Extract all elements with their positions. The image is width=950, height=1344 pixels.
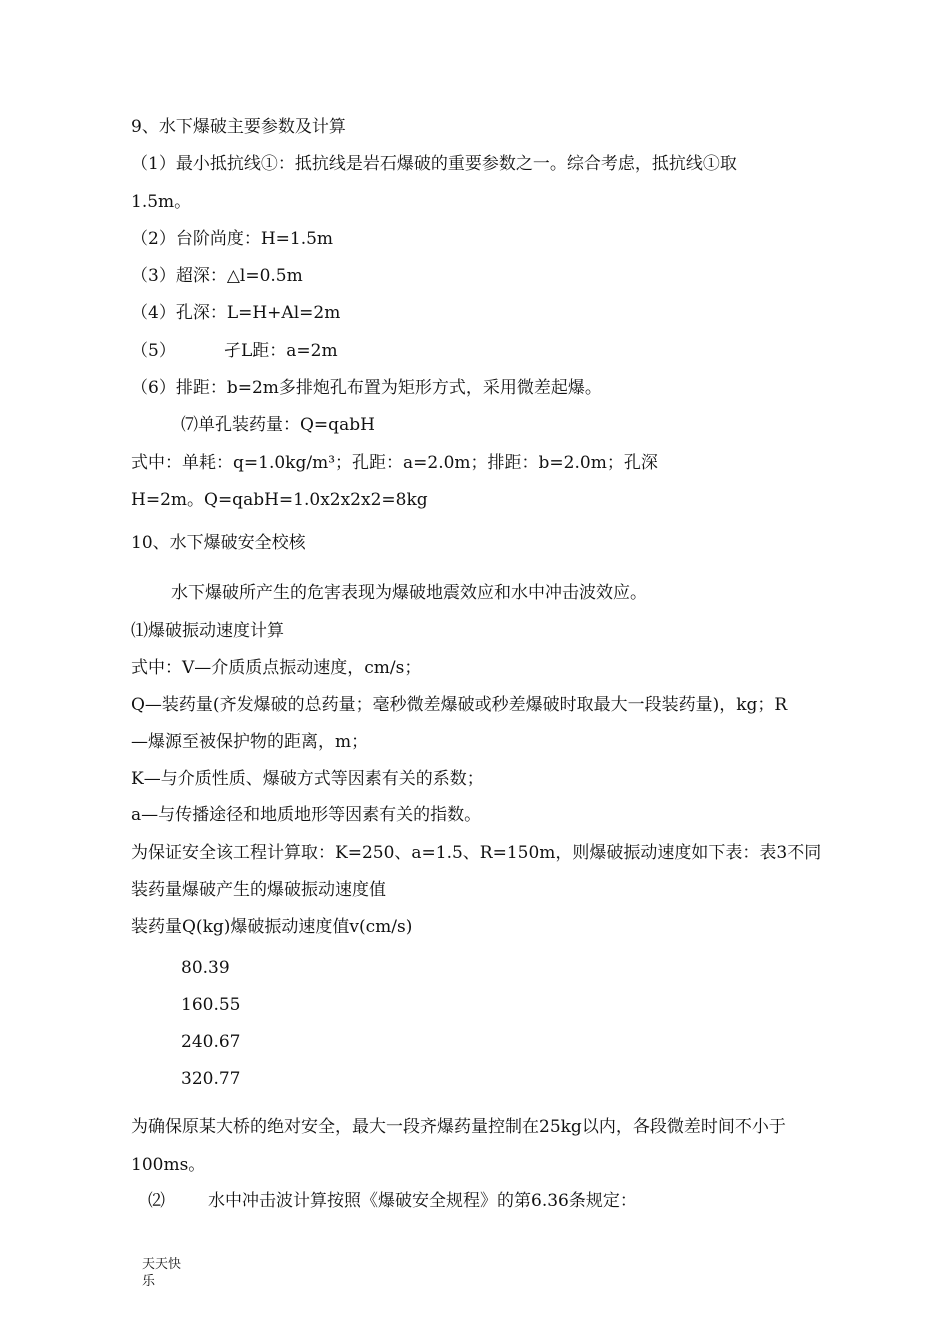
item-3: （3）超深：△l=0.5m	[131, 266, 303, 286]
item-5-text: 孑L距：a=2m	[224, 341, 338, 361]
item-4: （4）孔深：L=H+Al=2m	[131, 303, 341, 323]
conclusion-line-2: 100ms。	[131, 1155, 206, 1175]
subsection-2-text: 水中冲击波计算按照《爆破安全规程》的第6.36条规定：	[208, 1191, 637, 1211]
definition-k: K—与介质性质、爆破方式等因素有关的系数；	[131, 769, 484, 789]
section-9-heading: 9、水下爆破主要参数及计算	[131, 117, 346, 137]
footer-line-2: 乐	[142, 1274, 156, 1289]
formula-line-2: H=2m。Q=qabH=1.0x2x2x2=8kg	[131, 490, 428, 510]
table-value: 80.39	[181, 958, 230, 978]
calculation-line-1: 为保证安全该工程计算取：K=250、a=1.5、R=150m，则爆破振动速度如下表：表3不同	[131, 843, 822, 863]
table-header: 装药量Q(kg)爆破振动速度值v(cm/s)	[131, 917, 413, 937]
section-10-intro: 水下爆破所产生的危害表现为爆破地震效应和水中冲击波效应。	[171, 583, 647, 603]
item-1-line-1: （1）最小抵抗线①：抵抗线是岩石爆破的重要参数之一。综合考虑，抵抗线①取	[131, 154, 737, 174]
table-value: 160.55	[181, 995, 241, 1015]
formula-line-1: 式中：单耗：q=1.0kg/m³；孔距：a=2.0m；排距：b=2.0m；孔深	[131, 453, 658, 473]
item-6: （6）排距：b=2m多排炮孔布置为矩形方式，采用微差起爆。	[131, 378, 602, 398]
table-value: 320.77	[181, 1069, 241, 1089]
definition-a: a—与传播途径和地质地形等因素有关的指数。	[131, 805, 482, 825]
footer-line-1: 天天快	[142, 1257, 182, 1272]
subsection-2-number: ⑵	[148, 1191, 165, 1211]
subsection-1-heading: ⑴爆破振动速度计算	[131, 621, 284, 641]
calculation-line-2: 装药量爆破产生的爆破振动速度值	[131, 880, 386, 900]
item-7: ⑺单孔装药量：Q=qabH	[181, 415, 375, 435]
conclusion-line-1: 为确保原某大桥的绝对安全，最大一段齐爆药量控制在25kg以内，各段微差时间不小于	[131, 1117, 786, 1137]
item-1-line-2: 1.5m。	[131, 192, 192, 212]
definition-v: 式中：V—介质质点振动速度，cm/s；	[131, 658, 422, 678]
table-value: 240.67	[181, 1032, 241, 1052]
item-2: （2）台阶尚度：H=1.5m	[131, 229, 334, 249]
item-5-number: （5）	[131, 341, 176, 361]
definition-q-line-1: Q—装药量(齐发爆破的总药量；毫秒微差爆破或秒差爆破时取最大一段装药量)，kg；R	[131, 695, 788, 715]
definition-q-line-2: —爆源至被保护物的距离，m；	[131, 732, 369, 752]
section-10-heading: 10、水下爆破安全校核	[131, 533, 306, 553]
